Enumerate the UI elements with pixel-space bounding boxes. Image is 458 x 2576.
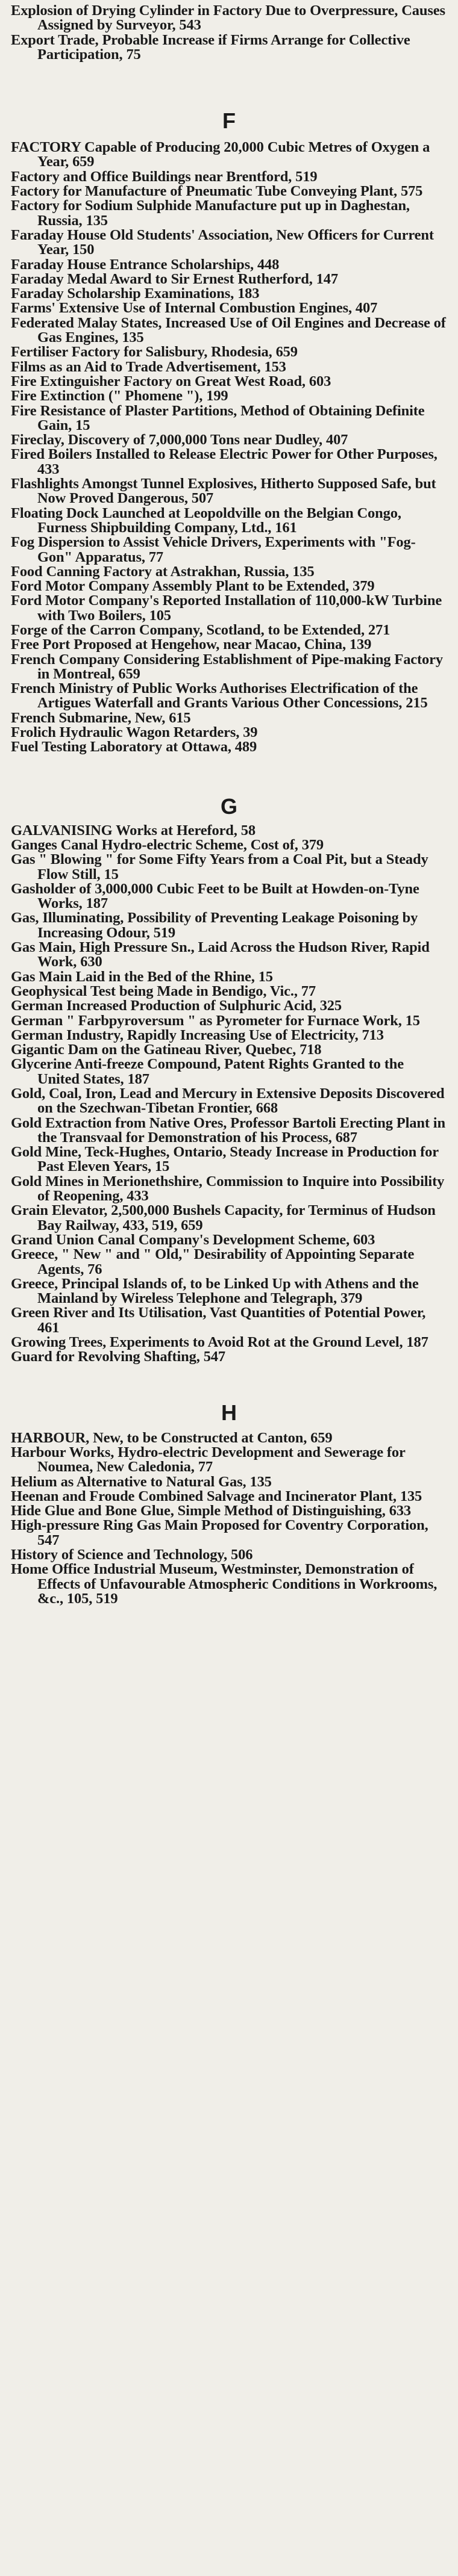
index-entry [11, 506, 447, 536]
entry-text: Home Office Industrial Museum, Westminster, Demonstration of Effects of Unfavourable Atmospheric Conditions in Workrooms, &c., 105, 519 [11, 1561, 438, 1607]
entry-text: French Company Considering Establishment of Pipe-making Factory in Montreal, 659 [11, 651, 443, 682]
index-entry [11, 1518, 447, 1548]
entry-text: High-pressure Ring Gas Main Proposed for Coventry Corporation, 547 [11, 1517, 428, 1548]
entry-text: Faraday House Old Students' Association, New Officers for Current Year, 150 [11, 226, 434, 258]
entry-text: Works at Hereford, 58 [112, 822, 256, 839]
entry-text: Heenan and Froude Combined Salvage and Incinerator Plant, 135 [11, 1488, 422, 1504]
index-entry [11, 1306, 447, 1335]
entry-text: French Ministry of Public Works Authorises Electrification of the Artigues Waterfall and Grants Various Other Concessions, 215 [11, 680, 428, 712]
entry-text: Ford Motor Company Assembly Plant to be Extended, 379 [11, 578, 375, 595]
entry-text: Free Port Proposed at Hengehow, near Macao, China, 139 [11, 636, 372, 653]
entry-text: French Submarine, New, 615 [11, 709, 191, 726]
entry-text: Gold Mine, Teck-Hughes, Ontario, Steady Increase in Production for Past Eleven Years, 15 [11, 1144, 439, 1175]
entry-list [11, 1431, 447, 1607]
entry-text: Fuel Testing Laboratory at Ottawa, 489 [11, 739, 257, 756]
index-entry [11, 852, 447, 882]
entry-text: Factory for Sodium Sulphide Manufacture put up in Daghestan, Russia, 135 [11, 197, 410, 229]
entry-text: Gold, Coal, Iron, Lead and Mercury in Extensive Deposits Discovered on the Szechwan-Tibetan Frontier, 668 [11, 1085, 445, 1117]
index-entry [11, 1335, 447, 1350]
entry-text: New, to be Constructed at Canton, 659 [89, 1429, 333, 1446]
entry-text: Gas Main, High Pressure Sn., Laid Across the Hudson River, Rapid Work, 630 [11, 939, 430, 970]
entry-list [11, 4, 447, 62]
entry-text: History of Science and Technology, 506 [11, 1547, 253, 1563]
index-entry [11, 1087, 447, 1116]
index-entry [11, 579, 447, 594]
index-entry [11, 824, 447, 838]
index-entry [11, 1116, 447, 1146]
index-entry [11, 228, 447, 258]
index-section-f [11, 109, 447, 754]
entry-text: Gigantic Dam on the Gatineau River, Quebec, 718 [11, 1041, 322, 1058]
entry-text: Ganges Canal Hydro-electric Scheme, Cost of, 379 [11, 836, 324, 853]
index-entry [11, 389, 447, 403]
entry-text: Grand Union Canal Company's Development Scheme, 603 [11, 1231, 375, 1248]
entry-text: Gas " Blowing " for Some Fifty Years from a Coal Pit, but a Steady Flow Still, 15 [11, 851, 428, 883]
index-entry [11, 477, 447, 506]
index-entry [11, 170, 447, 184]
index-entry [11, 653, 447, 682]
index-entry [11, 360, 447, 374]
index-entry [11, 838, 447, 852]
index-entry [11, 404, 447, 433]
entry-list [11, 824, 447, 1365]
entry-text: Federated Malay States, Increased Use of Oil Engines and Decrease of Gas Engines, 135 [11, 314, 446, 346]
index-entry [11, 594, 447, 623]
index-entry [11, 911, 447, 940]
index-entry [11, 970, 447, 984]
entry-text: German Increased Production of Sulphuric Acid, 325 [11, 998, 342, 1014]
entry-list [11, 140, 447, 754]
index-entry [11, 725, 447, 740]
section-letter: G [220, 793, 237, 819]
index-entry [11, 1431, 447, 1445]
entry-text: Ford Motor Company's Reported Installation of 110,000-kW Turbine with Two Boilers, 105 [11, 592, 442, 624]
index-entry [11, 1145, 447, 1175]
entry-text: Capable of Producing 20,000 Cubic Metres of Oxygen a Year, 659 [37, 139, 430, 170]
entry-heading: GALVANISING [11, 822, 113, 839]
entry-text: Grain Elevator, 2,500,000 Bushels Capacity, for Terminus of Hudson Bay Railway, 433, 519, 659 [11, 1202, 436, 1234]
index-entry [11, 1175, 447, 1204]
entry-text: Gasholder of 3,000,000 Cubic Feet to be Built at Howden-on-Tyne Works, 187 [11, 880, 419, 912]
entry-text: Fertiliser Factory for Salisbury, Rhodesia, 659 [11, 344, 298, 361]
entry-text: Growing Trees, Experiments to Avoid Rot at the Ground Level, 187 [11, 1334, 428, 1351]
index-entry [11, 1014, 447, 1028]
index-entry [11, 199, 447, 228]
entry-text: Food Canning Factory at Astrakhan, Russia, 135 [11, 563, 315, 580]
index-entry [11, 565, 447, 579]
index-entry [11, 1247, 447, 1277]
entry-text: Gas Main Laid in the Bed of the Rhine, 15 [11, 968, 273, 985]
index-entry [11, 1562, 447, 1606]
index-entry [11, 711, 447, 725]
entry-text: Harbour Works, Hydro-electric Development and Sewerage for Noumea, New Caledonia, 77 [11, 1444, 406, 1476]
index-section-e [11, 4, 447, 62]
entry-text: Faraday Scholarship Examinations, 183 [11, 285, 260, 302]
index-entry [11, 623, 447, 638]
index-entry [11, 301, 447, 315]
entry-text: Fired Boilers Installed to Release Electric Power for Other Purposes, 433 [11, 446, 438, 477]
entry-text: Flashlights Amongst Tunnel Explosives, Hitherto Supposed Safe, but Now Proved Dangerous, 507 [11, 476, 436, 507]
index-entry [11, 4, 447, 33]
entry-text: Films as an Aid to Trade Advertisement, 153 [11, 358, 286, 375]
index-entry [11, 1504, 447, 1518]
index-entry [11, 1548, 447, 1562]
index-entry [11, 1277, 447, 1306]
index-entry [11, 1203, 447, 1233]
entry-text: Faraday House Entrance Scholarships, 448 [11, 256, 280, 273]
index-entry [11, 258, 447, 272]
entry-text: Hide Glue and Bone Glue, Simple Method of Distinguishing, 633 [11, 1503, 412, 1519]
entry-text: Gold Mines in Merionethshire, Commission to Inquire into Possibility of Reopening, 433 [11, 1173, 445, 1205]
index-entry [11, 1350, 447, 1364]
index-entry [11, 287, 447, 301]
entry-text: Guard for Revolving Shafting, 547 [11, 1349, 226, 1365]
index-section-g [11, 795, 447, 1365]
entry-text: Fire Resistance of Plaster Partitions, Method of Obtaining Definite Gain, 15 [11, 402, 425, 433]
entry-text: Greece, Principal Islands of, to be Linked Up with Athens and the Mainland by Wireless Telephone and Telegraph, 379 [11, 1275, 419, 1307]
entry-text: Glycerine Anti-freeze Compound, Patent Rights Granted to the United States, 187 [11, 1056, 404, 1087]
index-entry [11, 1475, 447, 1489]
entry-text: German Industry, Rapidly Increasing Use of Electricity, 713 [11, 1026, 384, 1043]
index-entry [11, 447, 447, 477]
entry-text: Green River and Its Utilisation, Vast Quantities of Potential Power, 461 [11, 1305, 426, 1336]
entry-heading: FACTORY [11, 139, 81, 156]
index-entry [11, 535, 447, 565]
entry-text: Gas, Illuminating, Possibility of Preventing Leakage Poisoning by Increasing Odour, 519 [11, 910, 418, 941]
section-letter: F [222, 108, 236, 134]
entry-text: German " Farbpyroversum " as Pyrometer for Furnace Work, 15 [11, 1012, 420, 1029]
entry-text: Frolich Hydraulic Wagon Retarders, 39 [11, 724, 258, 741]
index-entry [11, 681, 447, 711]
entry-text: Fog Dispersion to Assist Vehicle Drivers, Experiments with "Fog-Gon" Apparatus, 77 [11, 534, 416, 565]
index-entry [11, 882, 447, 911]
section-letter: H [221, 1400, 237, 1425]
index-entry [11, 999, 447, 1013]
entry-text: Forge of the Carron Company, Scotland, to be Extended, 271 [11, 621, 391, 638]
index-entry [11, 184, 447, 199]
entry-text: Floating Dock Launched at Leopoldville on the Belgian Congo, Furness Shipbuilding Company, Ltd., 161 [11, 504, 401, 536]
index-entry [11, 140, 447, 170]
index-entry [11, 1489, 447, 1504]
index-entry [11, 1028, 447, 1043]
index-entry [11, 1233, 447, 1247]
entry-text: Geophysical Test being Made in Bendigo, Vic., 77 [11, 982, 316, 999]
index-entry [11, 33, 447, 63]
index-entry [11, 272, 447, 287]
index-entry [11, 1445, 447, 1475]
index-section-h [11, 1401, 447, 1607]
index-entry [11, 940, 447, 970]
entry-text: Greece, " New " and " Old," Desirability of Appointing Separate Agents, 76 [11, 1246, 415, 1277]
entry-text: Export Trade, Probable Increase if Firms Arrange for Collective Participation, 75 [11, 31, 410, 63]
entry-text: Factory and Office Buildings near Brentford, 519 [11, 168, 318, 185]
index-entry [11, 984, 447, 999]
entry-text: Fire Extinguisher Factory on Great West Road, 603 [11, 373, 331, 390]
index-entry [11, 316, 447, 346]
entry-text: Fire Extinction (" Phomene "), 199 [11, 388, 228, 405]
index-entry [11, 433, 447, 447]
index-entry [11, 1057, 447, 1087]
entry-heading: HARBOUR, [11, 1429, 90, 1446]
index-entry [11, 740, 447, 754]
entry-text: Faraday Medal Award to Sir Ernest Rutherford, 147 [11, 270, 338, 287]
index-entry [11, 1043, 447, 1057]
entry-text: Explosion of Drying Cylinder in Factory Due to Overpressure, Causes Assigned by Surveyor, 543 [11, 2, 445, 34]
entry-text: Helium as Alternative to Natural Gas, 135 [11, 1473, 272, 1490]
index-entry [11, 345, 447, 359]
index-entry [11, 638, 447, 652]
entry-text: Farms' Extensive Use of Internal Combustion Engines, 407 [11, 300, 378, 317]
index-entry [11, 374, 447, 389]
entry-text: Fireclay, Discovery of 7,000,000 Tons near Dudley, 407 [11, 432, 348, 448]
entry-text: Gold Extraction from Native Ores, Professor Bartoli Erecting Plant in the Transvaal for Demonstration of his Process, 687 [11, 1114, 445, 1146]
entry-text: Factory for Manufacture of Pneumatic Tube Conveying Plant, 575 [11, 183, 423, 200]
